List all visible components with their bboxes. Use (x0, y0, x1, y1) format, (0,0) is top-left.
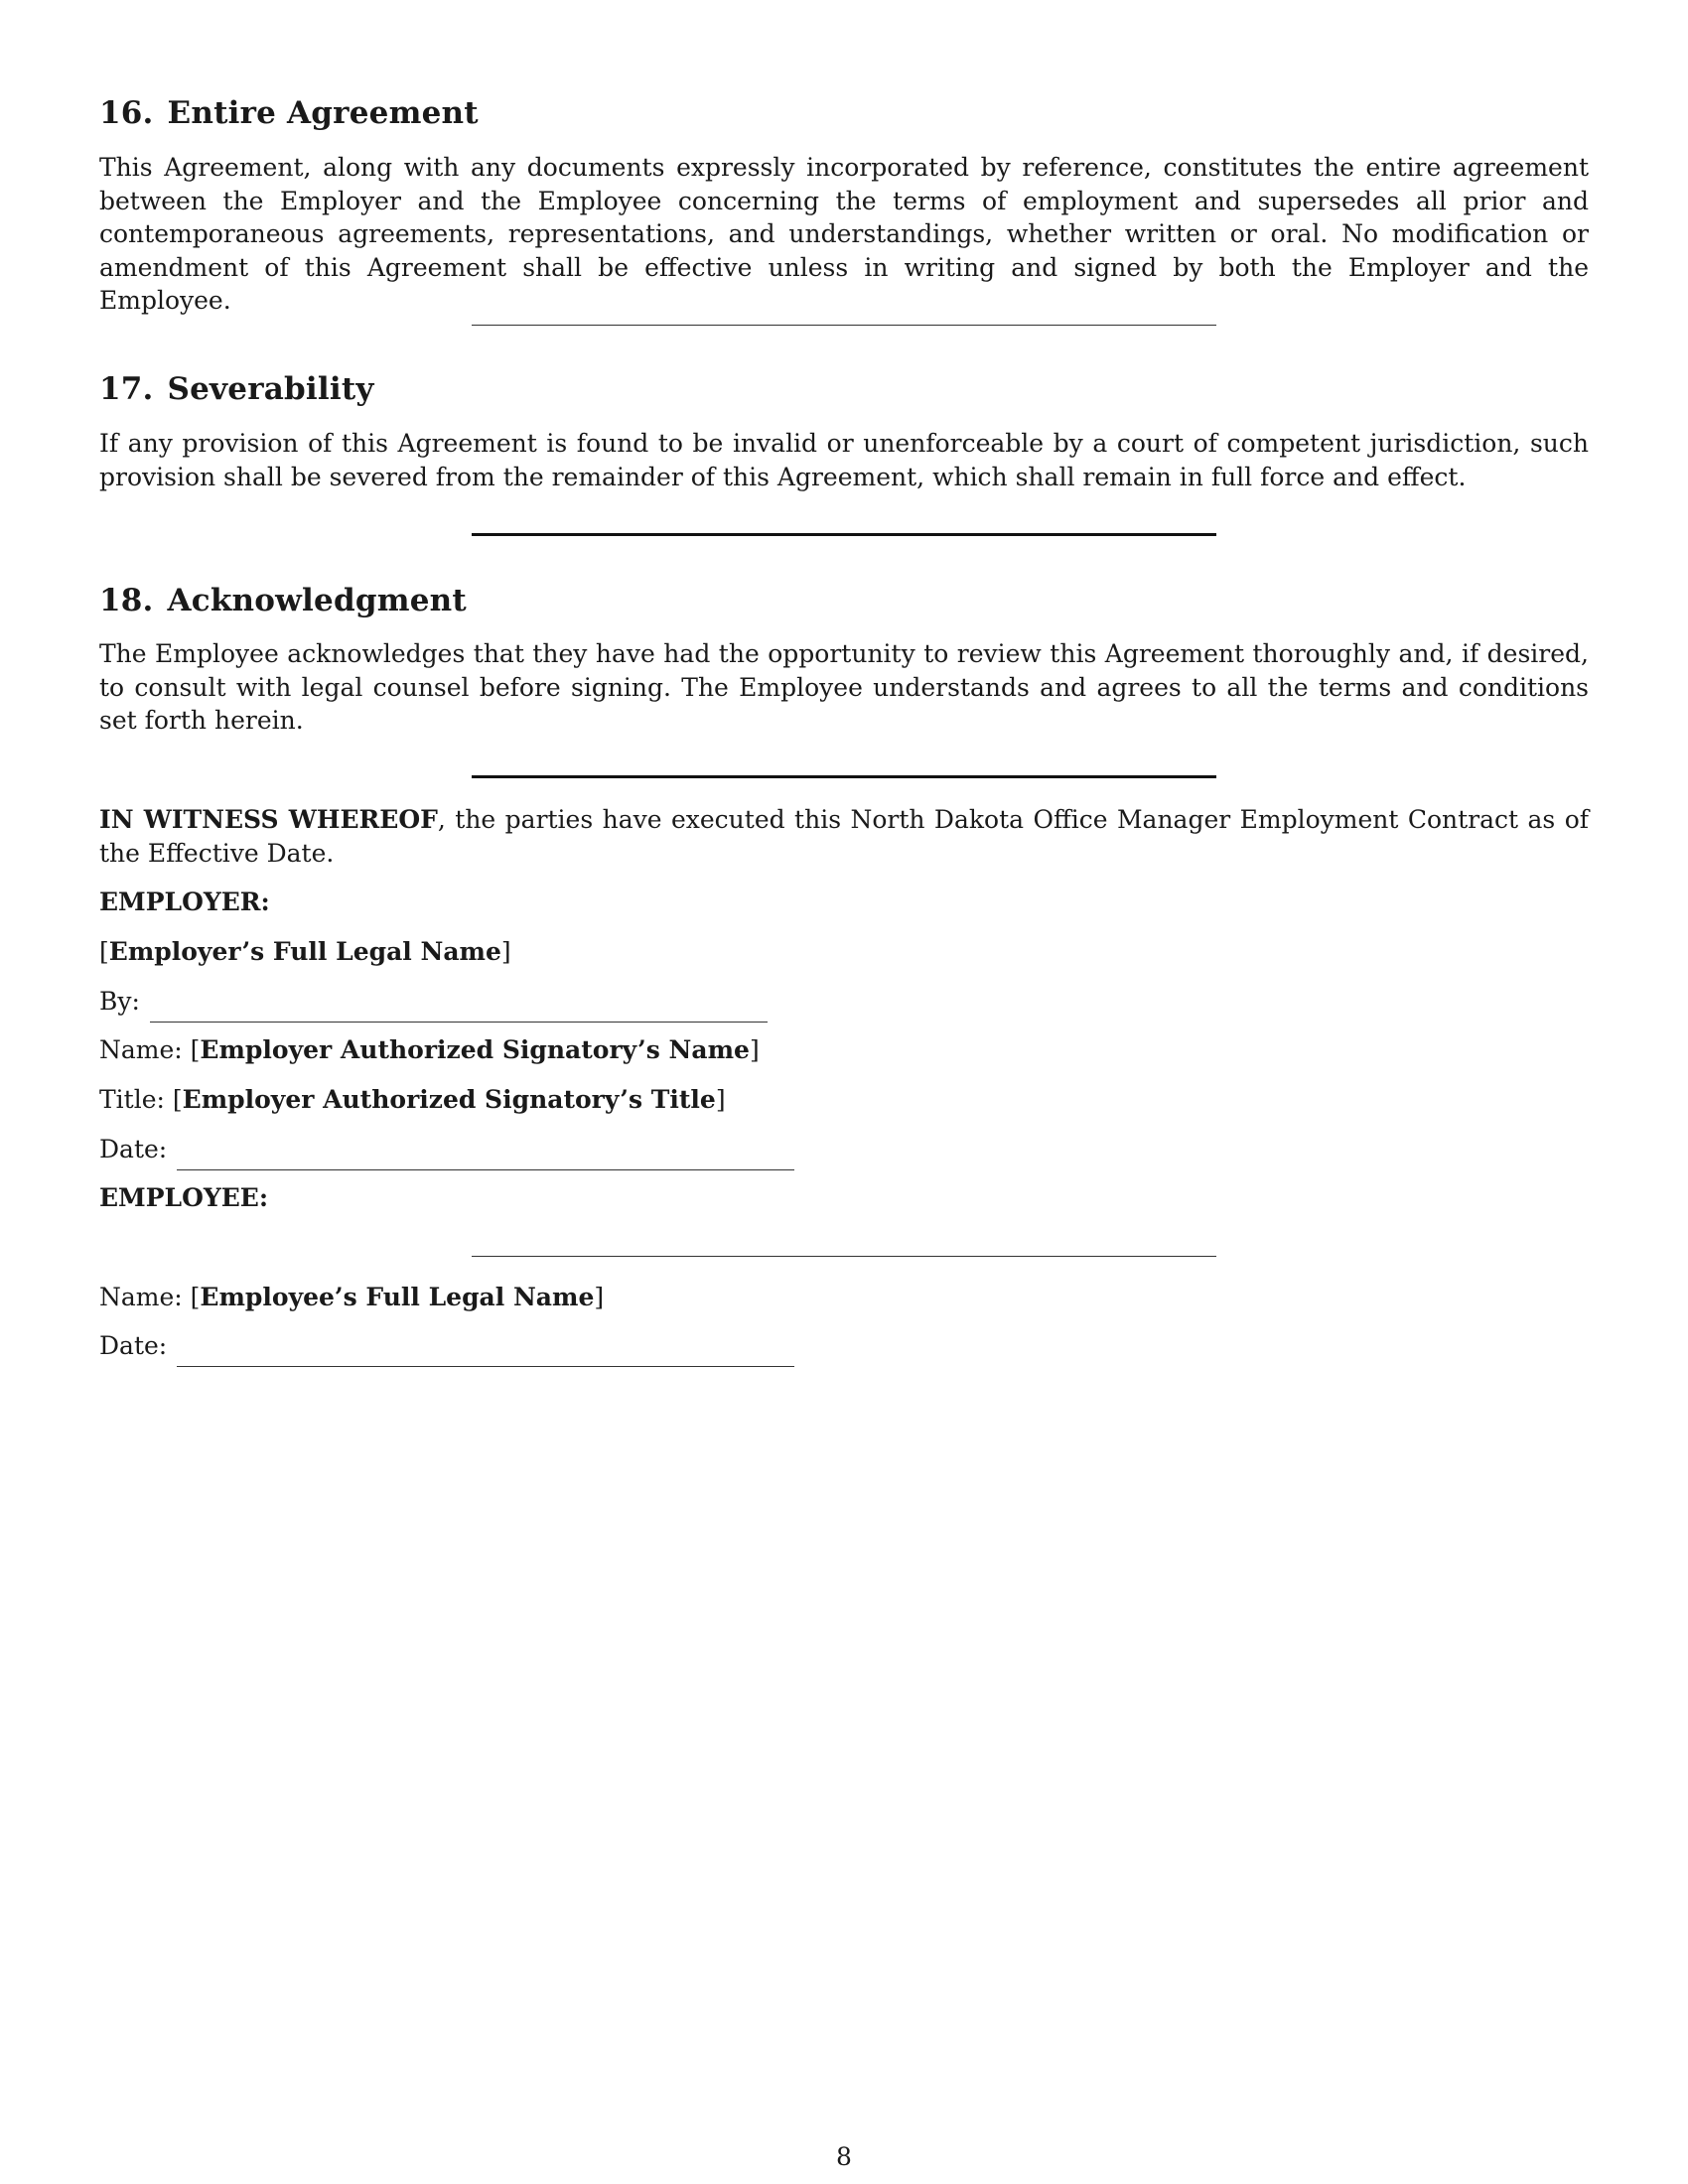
section-16-body: This Agreement, along with any documents expressly incorporated by reference, constitutes the entire agreement between the Employer and the Employee concerning the terms of employment and supersedes all prior and contemporaneous agreements, representations, and understandings, whether written or oral. No modification or amendment of this Agreement shall be effective unless in writing and signed by both the Employer and the Employee. (99, 153, 1589, 315)
section-divider (472, 775, 1216, 778)
employee-name-placeholder: Employee’s Full Legal Name (200, 1283, 595, 1311)
employer-name-line: [Employer’s Full Legal Name] (99, 937, 511, 966)
section-17-body: If any provision of this Agreement is found to be invalid or unenforceable by a court of competent jurisdiction, such provision shall be severed from the remainder of this Agreement, which shall remain in full force and effect. (99, 429, 1589, 491)
title-label: Title: (99, 1085, 165, 1114)
employee-heading: EMPLOYEE: (99, 1183, 269, 1212)
section-divider (472, 533, 1216, 536)
section-17-heading (99, 371, 374, 407)
date-label: Date: (99, 1135, 168, 1163)
date-label: Date: (99, 1331, 168, 1360)
employer-signature-field[interactable] (150, 989, 768, 1023)
name-label: Name: (99, 1283, 183, 1311)
section-divider (472, 325, 1216, 326)
section-18-heading (99, 583, 467, 618)
employer-date-field[interactable] (177, 1137, 794, 1170)
witness-clause (99, 803, 1589, 870)
section-18-body: The Employee acknowledges that they have had the opportunity to review this Agreement thoroughly and, if desired, to consult with legal counsel before signing. The Employee understands and agrees to all the terms and conditions set forth herein. (99, 639, 1589, 735)
employee-date-field[interactable] (177, 1333, 794, 1367)
section-16-number: 16. (99, 95, 154, 131)
employee-signature-line[interactable] (472, 1256, 1216, 1257)
section-16-heading (99, 95, 479, 131)
section-18-title: Acknowledgment (167, 583, 467, 618)
witness-text: , the parties have executed this North Dakota Office Manager Employment Contract as of the Effective Date. (99, 805, 1590, 868)
employer-signatory-name: Employer Authorized Signatory’s Name (200, 1035, 750, 1064)
employer-heading: EMPLOYER: (99, 887, 270, 916)
employee-name-line: Name: [Employee’s Full Legal Name] (99, 1283, 605, 1311)
employer-date-line (99, 1133, 794, 1166)
document-page (99, 0, 1589, 2184)
employer-by-line (99, 985, 768, 1019)
page-number: 8 (836, 2142, 852, 2171)
section-18-number: 18. (99, 583, 154, 618)
employer-name-placeholder: Employer’s Full Legal Name (108, 937, 501, 966)
witness-lead: IN WITNESS WHEREOF (99, 805, 438, 834)
section-17-title: Severability (167, 371, 374, 407)
employer-signatory-title-line: Title: [Employer Authorized Signatory’s Title] (99, 1085, 726, 1114)
name-label: Name: (99, 1035, 183, 1064)
by-label: By: (99, 987, 140, 1016)
employee-date-line (99, 1329, 794, 1363)
employer-signatory-title: Employer Authorized Signatory’s Title (182, 1085, 716, 1114)
section-16-title: Entire Agreement (167, 95, 479, 131)
section-17-number: 17. (99, 371, 154, 407)
employer-signatory-name-line: Name: [Employer Authorized Signatory’s Name] (99, 1035, 760, 1064)
